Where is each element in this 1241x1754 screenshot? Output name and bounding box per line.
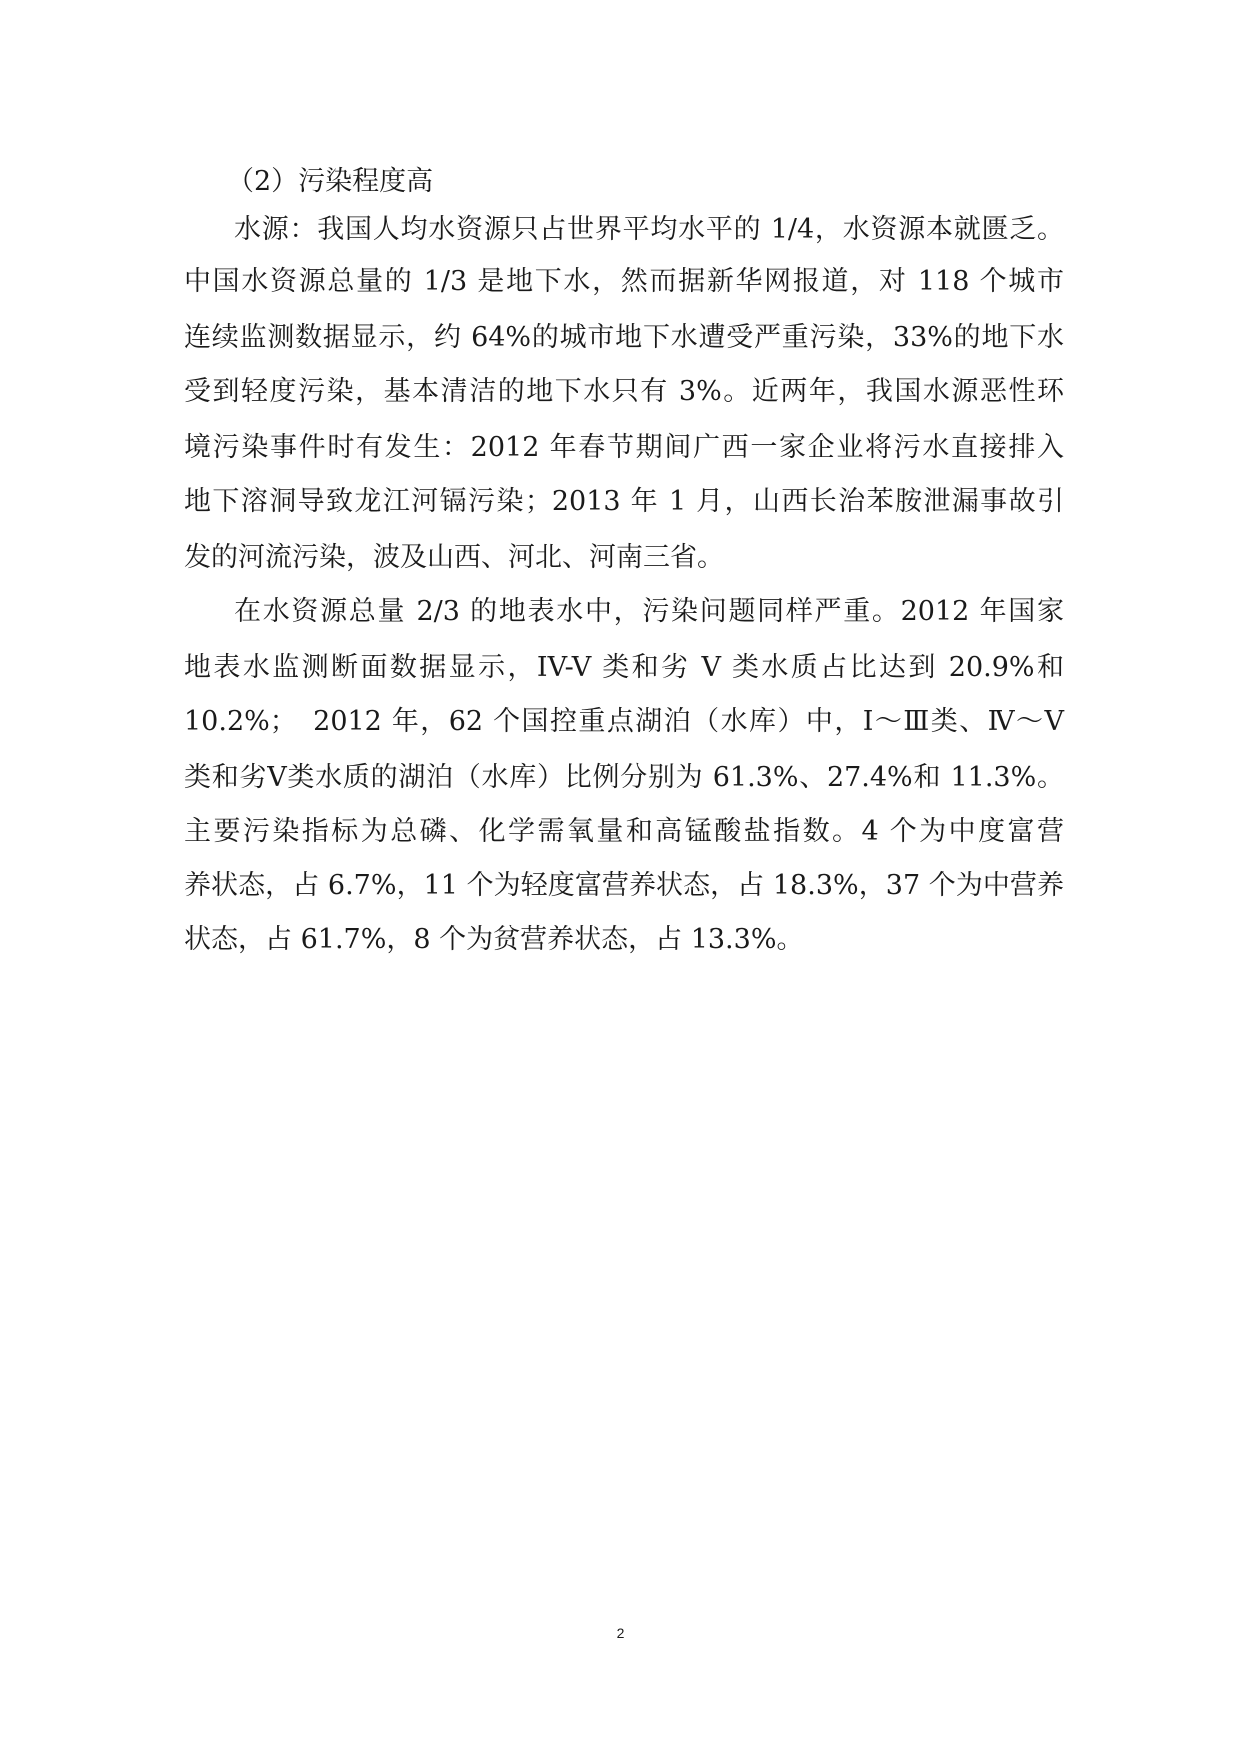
- page-number: 2: [616, 1625, 625, 1641]
- paragraph-line: 地表水监测断面数据显示，IV-V 类和劣 V 类水质占比达到 20.9%和: [184, 652, 1064, 683]
- section-heading: （2）污染程度高: [227, 166, 434, 197]
- paragraph-line: 状态，占 61.7%，8 个为贫营养状态，占 13.3%。: [184, 924, 804, 955]
- paragraph-line: 地下溶洞导致龙江河镉污染；2013 年 1 月，山西长治苯胺泄漏事故引: [184, 486, 1064, 517]
- paragraph-line: 类和劣Ⅴ类水质的湖泊（水库）比例分别为 61.3%、27.4%和 11.3%。: [184, 762, 1064, 793]
- paragraph-line: 连续监测数据显示，约 64%的城市地下水遭受严重污染，33%的地下水: [184, 322, 1064, 353]
- paragraph-line: 在水资源总量 2/3 的地表水中，污染问题同样严重。2012 年国家: [234, 596, 1064, 627]
- paragraph-line: 中国水资源总量的 1/3 是地下水，然而据新华网报道，对 118 个城市: [184, 266, 1064, 297]
- paragraph-line: 10.2%； 2012 年，62 个国控重点湖泊（水库）中，Ⅰ～Ⅲ类、Ⅳ～Ⅴ: [184, 706, 1064, 737]
- paragraph-line: 受到轻度污染，基本清洁的地下水只有 3%。近两年，我国水源恶性环: [184, 376, 1064, 407]
- paragraph-line: 养状态，占 6.7%，11 个为轻度富营养状态，占 18.3%，37 个为中营养: [184, 870, 1064, 901]
- paragraph-line: 主要污染指标为总磷、化学需氧量和高锰酸盐指数。4 个为中度富营: [184, 816, 1064, 847]
- paragraph-line: 境污染事件时有发生：2012 年春节期间广西一家企业将污水直接排入: [184, 432, 1064, 463]
- paragraph-line: 发的河流污染，波及山西、河北、河南三省。: [184, 542, 724, 573]
- paragraph-line: 水源：我国人均水资源只占世界平均水平的 1/4，水资源本就匮乏。: [234, 214, 1064, 245]
